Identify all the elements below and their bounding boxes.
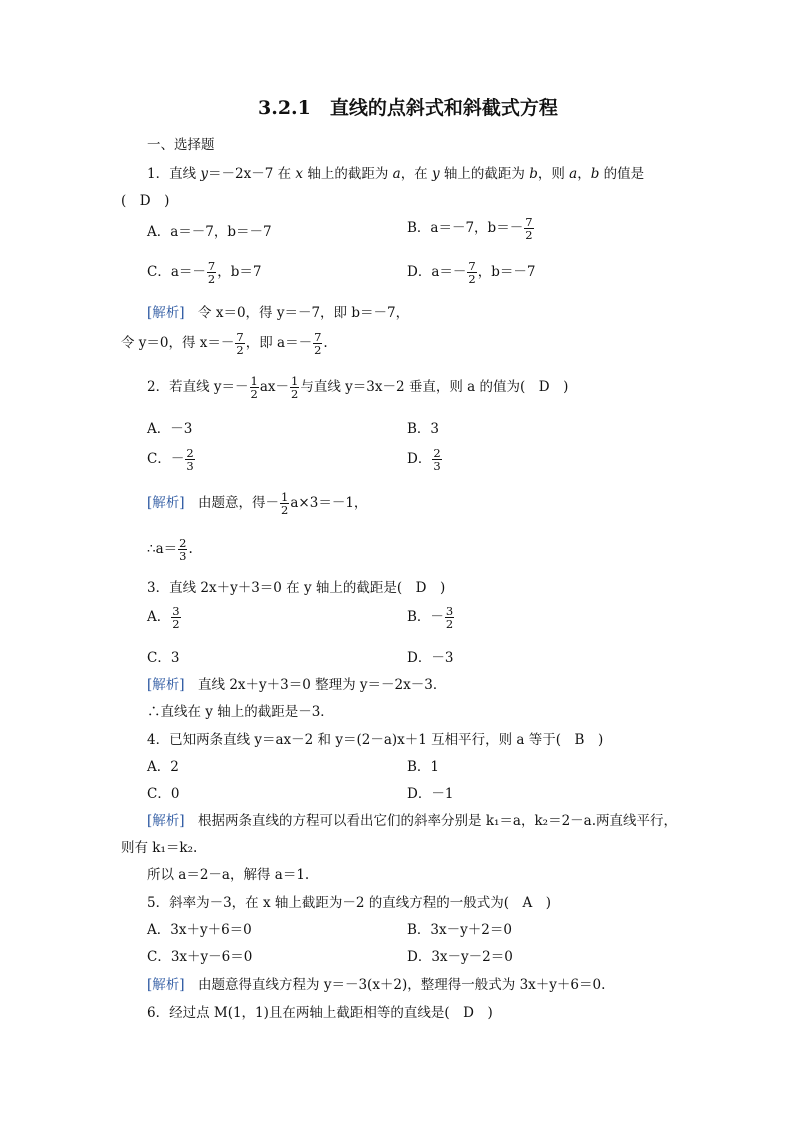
q5-option-a: A．3x＋y＋6＝0 — [147, 922, 252, 938]
q5-option-b: B．3x－y＋2＝0 — [407, 922, 512, 938]
q1-solution-1: [解析] 令 x＝0，得 y＝－7，即 b＝－7， — [147, 305, 410, 321]
q3-option-c: C．3 — [147, 650, 180, 666]
q3-solution-2: ∴直线在 y 轴上的截距是－3． — [147, 704, 334, 720]
question-2-stem: 2．若直线 y＝－ $\frac{1}{2}$ ax－ $\frac{1}{2}$ 与直线 y＝3x－2 垂直，则 a 的值为( D ) — [147, 374, 569, 401]
q1-option-c: C．a＝－ $\frac{7}{2}$ ，b＝7 — [147, 259, 262, 286]
q2-option-c: C．－ $\frac{2}{3}$ — [147, 446, 194, 473]
q1-option-b: B．a＝－7，b＝－ $\frac{7}{2}$ — [407, 215, 533, 242]
q2-solution-2: ∴a＝ $\frac{2}{3}$ . — [147, 536, 193, 563]
q3-option-d: D．－3 — [407, 650, 454, 666]
question-5-stem: 5．斜率为－3，在 x 轴上截距为－2 的直线方程的一般式为( A ) — [147, 895, 552, 911]
q3-option-a: A． $\frac{3}{2}$ — [147, 604, 180, 631]
q4-option-a: A．2 — [147, 759, 179, 775]
question-4-stem: 4．已知两条直线 y＝ax－2 和 y＝(2－a)x＋1 互相平行，则 a 等于( B ) — [147, 732, 604, 748]
q3-solution-1: [解析] 直线 2x＋y＋3＝0 整理为 y＝－2x－3． — [147, 677, 447, 693]
q4-solution-2: 则有 k₁＝k₂. — [121, 840, 198, 856]
q4-solution-1: [解析] 根据两条直线的方程可以看出它们的斜率分别是 k₁＝a，k₂＝2－a.两直线平行， — [147, 813, 677, 829]
question-1-answer: ( D ) — [121, 193, 170, 209]
q1-option-a: A．a＝－7，b＝－7 — [147, 224, 272, 240]
q4-option-d: D．－1 — [407, 786, 454, 802]
q1-option-d: D．a＝－ $\frac{7}{2}$ ，b＝－7 — [407, 259, 536, 286]
q3-option-b: B．－ $\frac{3}{2}$ — [407, 604, 454, 631]
question-6-stem: 6．经过点 M(1，1)且在两轴上截距相等的直线是( D ) — [147, 1005, 493, 1021]
question-1-stem: 1．直线 y＝－2x－7 在 x 轴上的截距为 a，在 y 轴上的截距为 b，则 a，b 的值是 — [147, 166, 645, 182]
section-heading: 一、选择题 — [147, 137, 215, 153]
q5-solution-1: [解析] 由题意得直线方程为 y＝－3(x＋2)，整理得一般式为 3x＋y＋6＝0. — [147, 977, 606, 993]
question-3-stem: 3．直线 2x＋y＋3＝0 在 y 轴上的截距是( D ) — [147, 580, 446, 596]
q1-solution-2: 令 y＝0，得 x＝－ $\frac{7}{2}$ ，即 a＝－ $\frac{7}{2}$ . — [121, 330, 328, 357]
q5-option-d: D．3x－y－2＝0 — [407, 949, 513, 965]
q4-option-c: C．0 — [147, 786, 180, 802]
q4-option-b: B．1 — [407, 759, 440, 775]
q5-option-c: C．3x＋y－6＝0 — [147, 949, 253, 965]
q2-solution-1: [解析] 由题意，得－ $\frac{1}{2}$ a×3＝－1， — [147, 490, 368, 517]
page-title: 3.2.1 直线的点斜式和斜截式方程 — [258, 97, 558, 119]
q2-option-b: B．3 — [407, 421, 440, 437]
q2-option-a: A．－3 — [147, 421, 193, 437]
q4-solution-3: 所以 a＝2－a，解得 a＝1. — [147, 867, 310, 883]
q2-option-d: D． $\frac{2}{3}$ — [407, 446, 441, 473]
